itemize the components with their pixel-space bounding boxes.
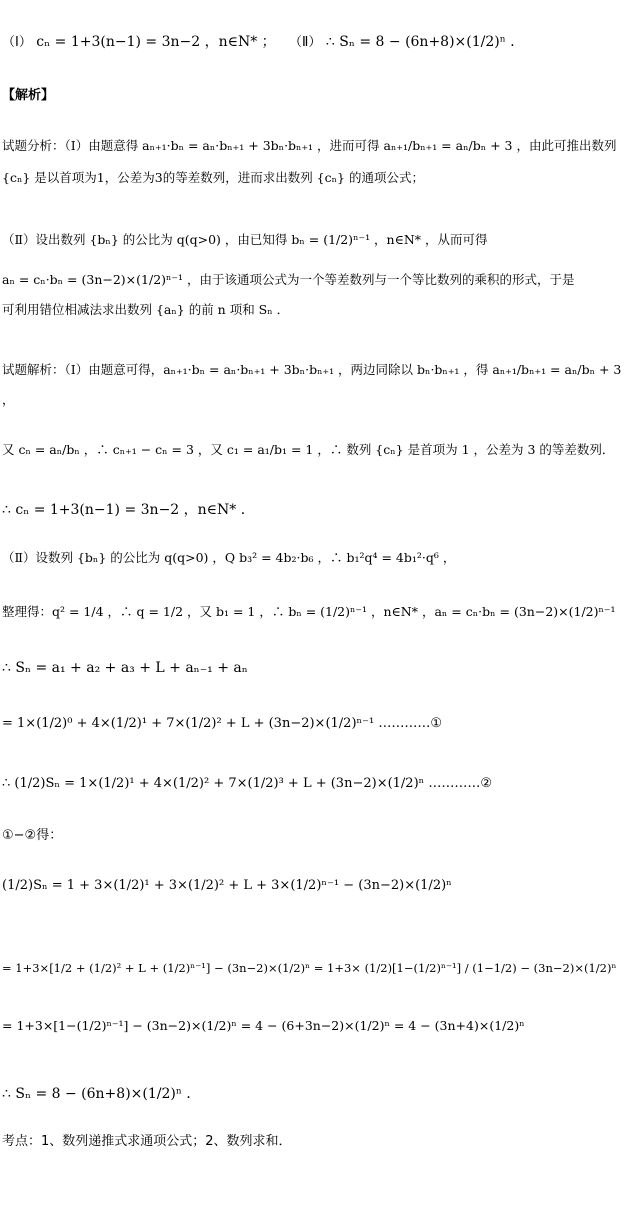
solution-line-12: = 1+3×[1/2 + (1/2)² + L + (1/2)ⁿ⁻¹] − (3n−2)×(1/2)ⁿ = 1+3× (1/2)[1−(1/2)ⁿ⁻¹] / (1−1/2) − (3n−2)×(1/2)ⁿ <box>2 961 617 975</box>
analysis-heading: 【解析】 <box>2 88 55 103</box>
solution-line-8: = 1×(1/2)⁰ + 4×(1/2)¹ + 7×(1/2)² + L + (3n−2)×(1/2)ⁿ⁻¹ …………① <box>2 716 443 731</box>
answer-line <box>2 32 524 53</box>
analysis-line-2: {cₙ} 是以首项为1，公差为3的等差数列，进而求出数列 {cₙ} 的通项公式； <box>2 170 424 185</box>
solution-line-7: ∴ Sₙ = a₁ + a₂ + a₃ + L + aₙ₋₁ + aₙ <box>2 660 248 676</box>
solution-line-11: (1/2)Sₙ = 1 + 3×(1/2)¹ + 3×(1/2)² + L + 3×(1/2)ⁿ⁻¹ − (3n−2)×(1/2)ⁿ <box>2 878 452 893</box>
solution-line-9: ∴ (1/2)Sₙ = 1×(1/2)¹ + 4×(1/2)² + 7×(1/2)³ + L + (3n−2)×(1/2)ⁿ …………② <box>2 776 493 791</box>
solution-line-4: ∴ cₙ = 1+3(n−1) = 3n−2 ，n∈N* ． <box>2 502 255 518</box>
part2-formula: ∴ Sₙ = 8 − (6n+8)×(1/2)ⁿ ． <box>325 34 525 50</box>
solution-line-13: = 1+3×[1−(1/2)ⁿ⁻¹] − (3n−2)×(1/2)ⁿ = 4 − (6+3n−2)×(1/2)ⁿ = 4 − (3n+4)×(1/2)ⁿ <box>2 1018 525 1033</box>
part2-label: （Ⅱ） <box>289 35 322 50</box>
analysis-line-5: 可利用错位相减法求出数列 {aₙ} 的前 n 项和 Sₙ ． <box>2 302 290 317</box>
part1-formula: cₙ = 1+3(n−1) = 3n−2 ，n∈N* ； <box>36 34 276 50</box>
kaodian-line: 考点：1、数列递推式求通项公式；2、数列求和． <box>2 1134 292 1149</box>
solution-line-1: 试题解析：（Ⅰ）由题意可得，aₙ₊₁·bₙ = aₙ·bₙ₊₁ + 3bₙ·bₙ₊₁ ，两边同除以 bₙ·bₙ₊₁ ，得 aₙ₊₁/bₙ₊₁ = aₙ/bₙ + 3 <box>2 362 622 377</box>
solution-line-5: （Ⅱ）设数列 {bₙ} 的公比为 q(q>0) ，Q b₃² = 4b₂·b₆ ，∴ b₁²q⁴ = 4b₁²·q⁶ ， <box>2 550 456 565</box>
part1-label: （Ⅰ） <box>2 35 32 50</box>
analysis-line-3: （Ⅱ）设出数列 {bₙ} 的公比为 q(q>0) ，由已知得 bₙ = (1/2)ⁿ⁻¹ ，n∈N* ，从而可得 <box>2 232 488 247</box>
solution-line-6: 整理得：q² = 1/4 ，∴ q = 1/2 ，又 b₁ = 1 ，∴ bₙ = (1/2)ⁿ⁻¹ ，n∈N* ，aₙ = cₙ·bₙ = (3n−2)×(1/2)ⁿ⁻¹ <box>2 604 616 619</box>
analysis-line-4: aₙ = cₙ·bₙ = (3n−2)×(1/2)ⁿ⁻¹ ，由于该通项公式为一个等差数列与一个等比数列的乘积的形式，于是 <box>2 272 575 287</box>
solution-line-14: ∴ Sₙ = 8 − (6n+8)×(1/2)ⁿ ． <box>2 1086 201 1102</box>
solution-line-10: ①−②得： <box>2 828 63 843</box>
analysis-line-1: 试题分析：（Ⅰ）由题意得 aₙ₊₁·bₙ = aₙ·bₙ₊₁ + 3bₙ·bₙ₊₁ ，进而可得 aₙ₊₁/bₙ₊₁ = aₙ/bₙ + 3 ，由此可推出数列 <box>2 138 617 153</box>
solution-line-2: ， <box>2 392 15 407</box>
solution-line-3: 又 cₙ = aₙ/bₙ ，∴ cₙ₊₁ − cₙ = 3 ，又 c₁ = a₁/b₁ = 1 ，∴ 数列 {cₙ} 是首项为 1 ，公差为 3 的等差数列． <box>2 442 615 457</box>
